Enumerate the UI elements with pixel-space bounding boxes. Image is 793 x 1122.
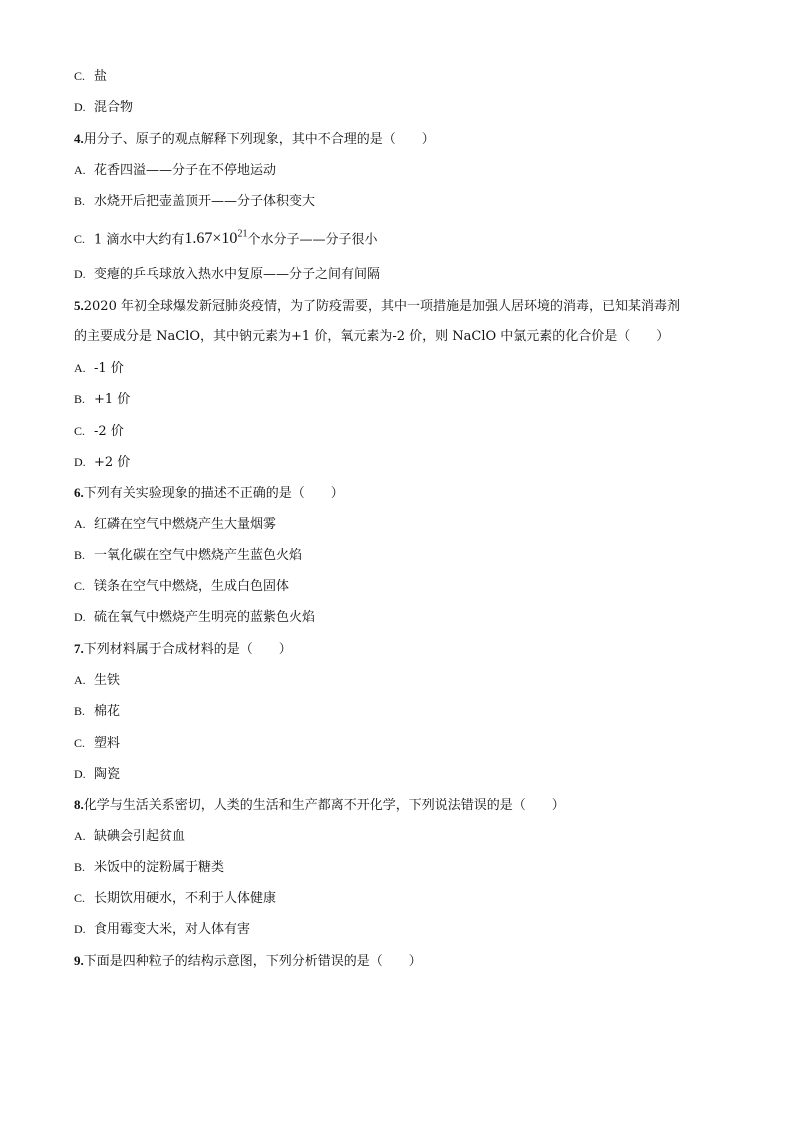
option-letter: C.	[74, 736, 86, 750]
option-text: 硫在氧气中燃烧产生明亮的蓝紫色火焰	[94, 610, 316, 625]
option-letter: C.	[74, 69, 86, 83]
option-text: 红磷在空气中燃烧产生大量烟雾	[94, 517, 277, 532]
option-text: 棉花	[94, 704, 121, 719]
option-text: -2 价	[94, 424, 124, 439]
question-5	[74, 297, 733, 316]
option-8c	[74, 889, 733, 908]
option-text: 一氧化碳在空气中燃烧产生蓝色火焰	[94, 548, 303, 563]
option-text: 变瘪的乒乓球放入热水中复原——分子之间有间隔	[94, 267, 381, 282]
option-letter: B.	[74, 548, 86, 562]
question-text: 下列材料属于合成材料的是（ ）	[83, 642, 292, 657]
option-text: -1 价	[94, 361, 124, 376]
question-8	[74, 796, 733, 815]
option-5c	[74, 422, 733, 441]
option-4a	[74, 161, 733, 180]
option-7c	[74, 734, 733, 753]
option-6d	[74, 608, 733, 627]
option-letter: A.	[74, 673, 86, 687]
option-letter: B.	[74, 704, 86, 718]
option-8b	[74, 858, 733, 877]
option-3c	[74, 67, 733, 86]
option-text: 盐	[94, 69, 108, 84]
option-text: 镁条在空气中燃烧，生成白色固体	[94, 579, 290, 594]
option-5d	[74, 453, 733, 472]
option-5a	[74, 359, 733, 378]
question-text: 的主要成分是 NaClO，其中钠元素为+1 价，氧元素为-2 价，则 NaClO 中氯元素的化合价是（ ）	[74, 329, 670, 344]
sci-base: 1.67×10	[184, 230, 238, 248]
option-letter: C.	[74, 579, 86, 593]
question-number: 4.	[74, 131, 84, 146]
option-text: 混合物	[94, 100, 134, 115]
question-number: 7.	[74, 641, 84, 656]
option-letter: C.	[74, 232, 86, 247]
option-letter: A.	[74, 517, 86, 531]
option-6a	[74, 515, 733, 534]
option-text: 缺碘会引起贫血	[94, 829, 186, 844]
option-letter: C.	[74, 891, 86, 905]
option-letter: D.	[74, 100, 86, 114]
option-text: 花香四溢——分子在不停地运动	[94, 163, 277, 178]
sci-exponent: 21	[237, 229, 248, 240]
question-text: 下列有关实验现象的描述不正确的是（ ）	[83, 486, 344, 501]
question-number: 9.	[74, 953, 84, 968]
option-text: 长期饮用硬水，不利于人体健康	[94, 891, 277, 906]
option-letter: D.	[74, 267, 86, 281]
option-text: +2 价	[94, 455, 131, 470]
option-5b	[74, 390, 733, 409]
option-6b	[74, 546, 733, 565]
option-text: 塑料	[94, 736, 121, 751]
option-7d	[74, 765, 733, 784]
option-4c	[74, 226, 733, 249]
option-text: +1 价	[94, 392, 131, 407]
question-7	[74, 640, 733, 659]
option-8d	[74, 920, 733, 939]
option-letter: A.	[74, 361, 86, 375]
option-letter: B.	[74, 194, 86, 208]
option-text: 陶瓷	[94, 767, 121, 782]
option-4b	[74, 192, 733, 211]
option-text: 水烧开后把壶盖顶开——分子体积变大	[94, 194, 316, 209]
option-text: 米饭中的淀粉属于糖类	[94, 860, 225, 875]
question-number: 5.	[74, 298, 84, 313]
question-number: 8.	[74, 797, 84, 812]
option-letter: D.	[74, 455, 86, 469]
option-letter: B.	[74, 860, 86, 874]
option-letter: A.	[74, 829, 86, 843]
scientific-number	[184, 230, 247, 247]
option-text-post: 个水分子——分子很小	[247, 232, 378, 248]
question-4	[74, 130, 733, 149]
option-text: 生铁	[94, 673, 121, 688]
option-3d	[74, 98, 733, 117]
question-5-continued	[74, 328, 733, 346]
question-6	[74, 484, 733, 503]
option-7b	[74, 702, 733, 721]
option-text-pre: 1 滴水中大约有	[94, 232, 185, 248]
option-letter: A.	[74, 163, 86, 177]
option-6c	[74, 577, 733, 596]
question-text: 2020 年初全球爆发新冠肺炎疫情，为了防疫需要，其中一项措施是加强人居环境的消毒，已知某消毒剂	[83, 299, 680, 314]
option-7a	[74, 671, 733, 690]
question-9	[74, 952, 733, 971]
option-letter: D.	[74, 922, 86, 936]
option-letter: C.	[74, 424, 86, 438]
question-text: 下面是四种粒子的结构示意图，下列分析错误的是（ ）	[83, 954, 422, 969]
option-4d	[74, 265, 733, 284]
option-letter: D.	[74, 610, 86, 624]
option-letter: B.	[74, 392, 86, 406]
question-number: 6.	[74, 485, 84, 500]
option-text: 食用霉变大米，对人体有害	[94, 922, 251, 937]
question-text: 用分子、原子的观点解释下列现象，其中不合理的是（ ）	[83, 132, 435, 147]
question-text: 化学与生活关系密切，人类的生活和生产都离不开化学，下列说法错误的是（ ）	[83, 798, 565, 813]
option-8a	[74, 827, 733, 846]
option-letter: D.	[74, 767, 86, 781]
